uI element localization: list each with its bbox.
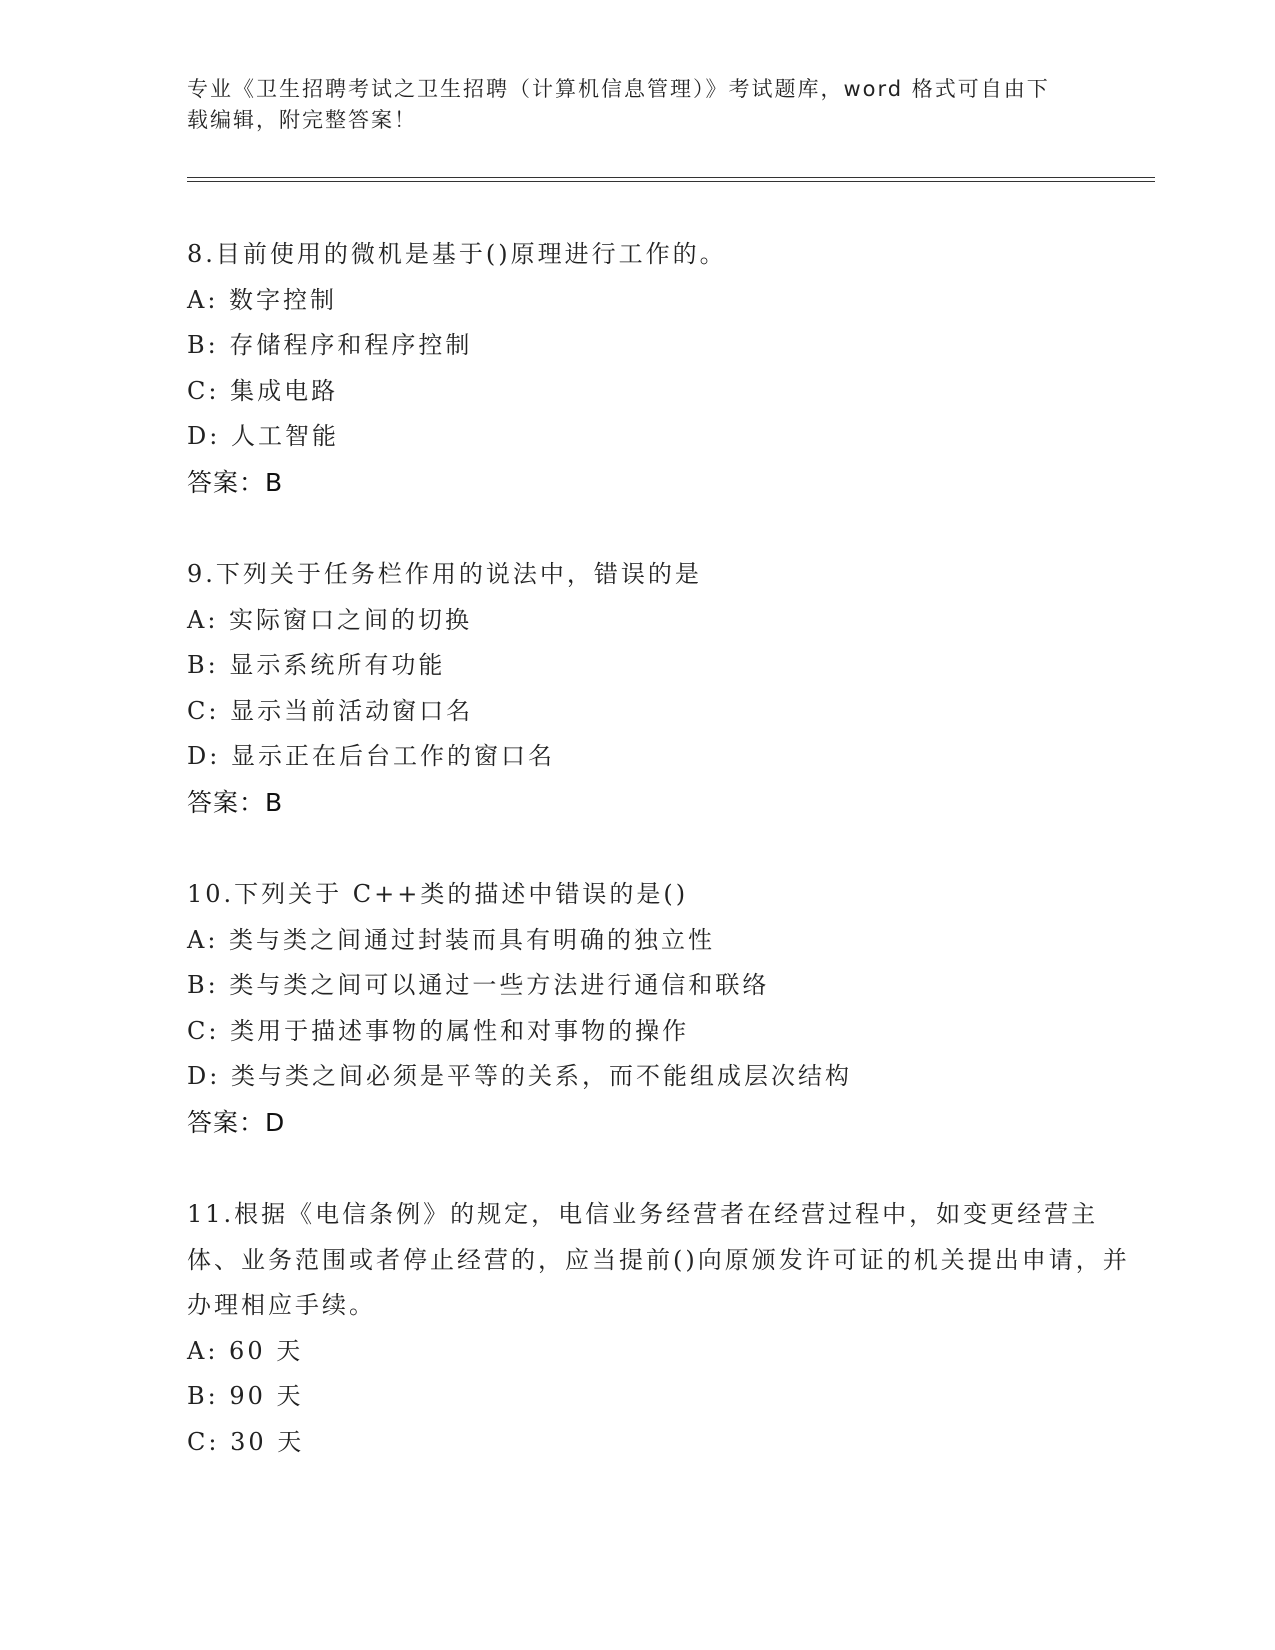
question-stem: 10.下列关于 C++类的描述中错误的是() — [187, 880, 689, 908]
option-a: A: 类与类之间通过封装而具有明确的独立性 — [187, 925, 716, 954]
option-a: A: 数字控制 — [187, 285, 338, 314]
question-10 — [187, 872, 1147, 1145]
option-c: C: 类用于描述事物的属性和对事物的操作 — [187, 1016, 690, 1045]
option-c: C: 30 天 — [187, 1427, 305, 1456]
document-header-note: 专业《卫生招聘考试之卫生招聘（计算机信息管理）》考试题库，word 格式可自由下载编辑，附完整答案！ — [187, 77, 1050, 132]
option-b: B: 类与类之间可以通过一些方法进行通信和联络 — [187, 971, 770, 999]
question-11 — [187, 1192, 1147, 1465]
question-9 — [187, 552, 1147, 825]
option-a: A: 实际窗口之间的切换 — [187, 605, 473, 634]
option-b: B: 90 天 — [187, 1382, 304, 1410]
option-c: C: 集成电路 — [187, 376, 339, 405]
option-d: D: 类与类之间必须是平等的关系，而不能组成层次结构 — [187, 1062, 852, 1090]
answer-line: 答案：D — [187, 1107, 286, 1137]
question-stem: 11.根据《电信条例》的规定，电信业务经营者在经营过程中，如变更经营主体、业务范围或者停止经营的，应当提前()向原颁发许可证的机关提出申请，并办理相应手续。 — [187, 1200, 1130, 1319]
header-divider — [187, 177, 1155, 182]
question-stem: 9.下列关于任务栏作用的说法中，错误的是 — [187, 560, 702, 588]
answer-line: 答案：B — [187, 787, 284, 817]
answer-line: 答案：B — [187, 467, 284, 497]
option-d: D: 人工智能 — [187, 422, 339, 450]
question-stem: 8.目前使用的微机是基于()原理进行工作的。 — [187, 240, 727, 268]
option-b: B: 显示系统所有功能 — [187, 651, 446, 679]
option-d: D: 显示正在后台工作的窗口名 — [187, 742, 555, 770]
option-a: A: 60 天 — [187, 1336, 304, 1365]
question-8 — [187, 232, 1147, 505]
option-c: C: 显示当前活动窗口名 — [187, 696, 474, 725]
question-list — [187, 232, 1147, 1512]
option-b: B: 存储程序和程序控制 — [187, 331, 473, 359]
